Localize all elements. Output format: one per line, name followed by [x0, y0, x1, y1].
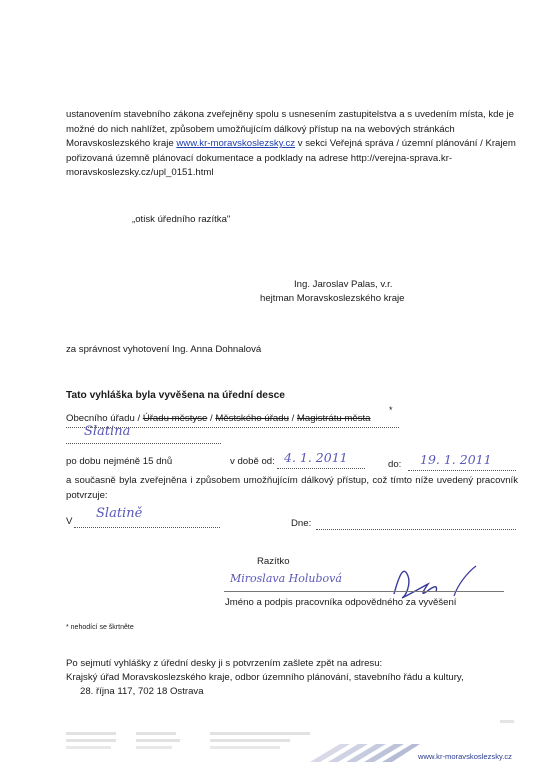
- date-label: Dne:: [291, 518, 312, 529]
- place-underline: [74, 527, 220, 528]
- signatory-title: hejtman Moravskoslezského kraje: [260, 293, 405, 304]
- office-sep-1: /: [207, 413, 216, 424]
- remote-access-text: a současně byla zveřejněna i způsobem umožňujícím dálkový přístup, což tímto níže uvedený pracovník potvrzuje:: [66, 475, 518, 501]
- intro-text-2: v sekci Veřejná správa / územní plánování / Krajem pořizovaná územně plánovací dokumentace a podklady na adrese http://verejna-sprava.kr-moravskoslezsky.cz/upl_0151.html: [66, 138, 516, 178]
- kraj-website-link[interactable]: www.kr-moravskoslezsky.cz: [176, 138, 296, 149]
- correctness-note: za správnost vyhotovení Ing. Anna Dohnalová: [66, 344, 262, 355]
- signature-caption: Jméno a podpis pracovníka odpovědného za vyvěšení: [225, 597, 457, 608]
- place-prefix: V: [66, 516, 73, 527]
- intro-paragraph: [66, 108, 524, 181]
- stamp-label: Razítko: [257, 556, 290, 567]
- office-handwritten: Slatina: [84, 424, 131, 439]
- to-date-handwritten: 19. 1. 2011: [420, 452, 492, 467]
- worker-name-handwritten: Miroslava Holubová: [230, 572, 342, 585]
- office-plain: Obecního úřadu /: [66, 413, 143, 424]
- office-struck-1: Úřadu městyse: [142, 413, 208, 424]
- return-note-line2: Krajský úřad Moravskoslezského kraje, odbor územního plánování, stavebního řádu a kultury,: [66, 672, 464, 683]
- return-note-line3: 28. října 117, 702 18 Ostrava: [80, 686, 204, 697]
- stamp-note: „otisk úředního razítka": [132, 214, 231, 225]
- footer-stripes-graphic: [310, 744, 420, 762]
- intro-text-1: ustanovením stavebního zákona zveřejněny spolu s usnesením zastupitelstva a s uvedením místa, kde je možné do nich nahlížet, způsobem umožňujícím dálkový přístup na na webových stránkách Moravskoslezského kraje: [66, 109, 514, 149]
- signatory-name: Ing. Jaroslav Palas, v.r.: [294, 279, 393, 290]
- footnote: * nehodící se škrtněte: [66, 624, 134, 631]
- to-label: do:: [388, 459, 402, 470]
- period-label: po dobu nejméně 15 dnů: [66, 456, 173, 467]
- office-struck-3: Magistrátu města: [296, 413, 371, 424]
- to-date-underline: [408, 470, 516, 471]
- posting-heading: Tato vyhláška byla vyvěšena na úřední desce: [66, 390, 285, 401]
- date-underline: [316, 529, 516, 530]
- place-handwritten: Slatině: [96, 506, 143, 521]
- from-date-underline: [277, 468, 365, 469]
- signature-line: [224, 591, 504, 592]
- office-asterisk: *: [389, 405, 393, 415]
- from-label: v době od:: [230, 456, 275, 467]
- office-handwritten-underline: [66, 443, 221, 444]
- footer-website: www.kr-moravskoslezsky.cz: [418, 752, 512, 761]
- return-note-line1: Po sejmutí vyhlášky z úřední desky ji s potvrzením zašlete zpět na adresu:: [66, 658, 383, 669]
- office-sep-2: /: [288, 413, 297, 424]
- office-struck-2: Městského úřadu: [215, 413, 289, 424]
- from-date-handwritten: 4. 1. 2011: [284, 450, 348, 465]
